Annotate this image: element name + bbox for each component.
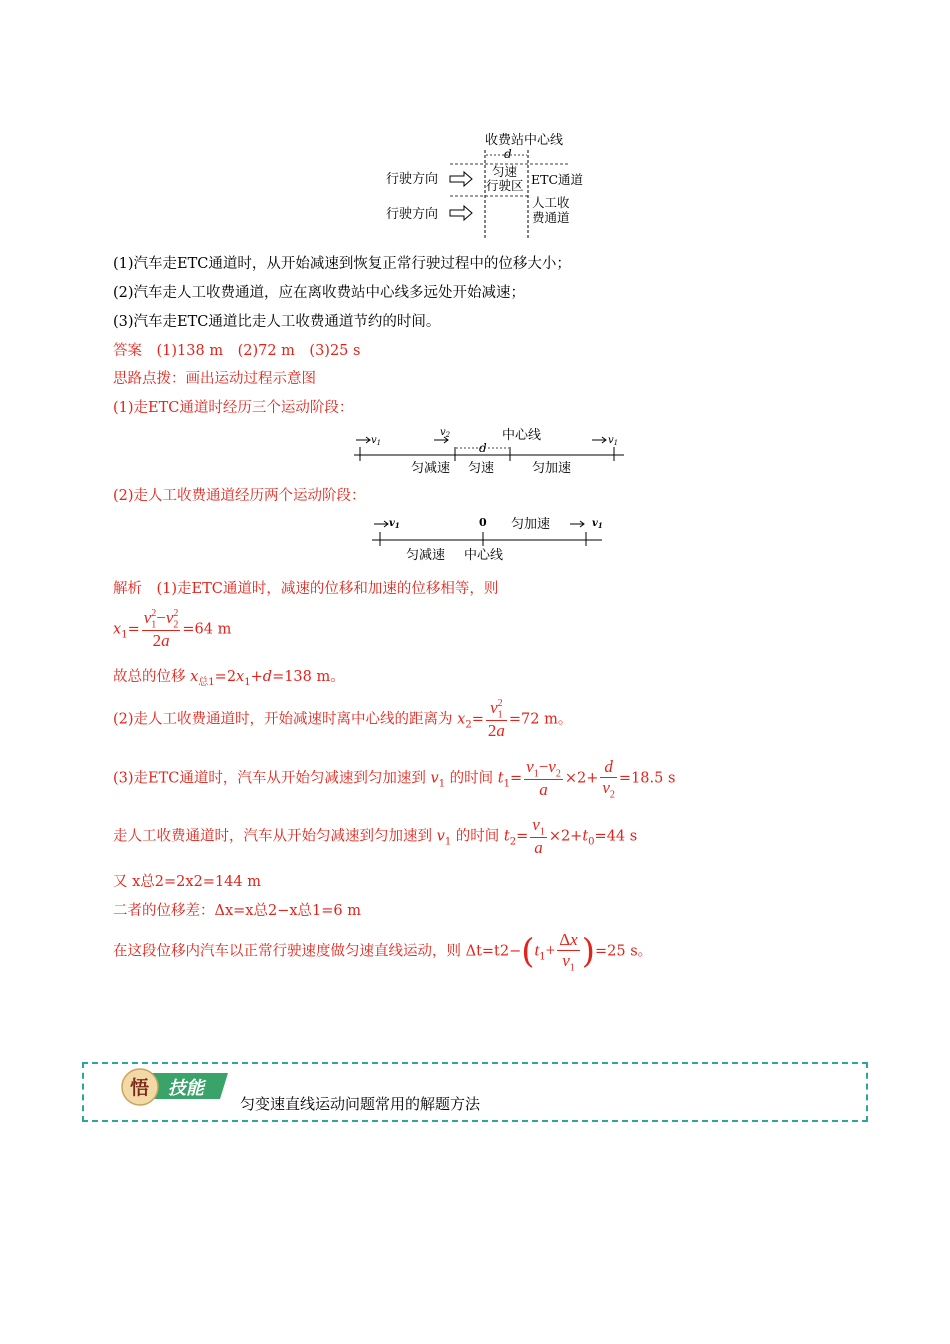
center-line-label: 收费站中心线 bbox=[485, 133, 564, 148]
center-label-3: 中心线 bbox=[464, 548, 504, 563]
accel-label-3: 匀加速 bbox=[511, 517, 551, 532]
v1-right: $v_1$ bbox=[608, 435, 619, 447]
etc-label: ETC通道 bbox=[531, 172, 584, 187]
manual-label-1: 人工收 bbox=[532, 195, 570, 210]
toll-station-diagram bbox=[380, 128, 610, 240]
row2-label: 行驶方向 bbox=[386, 207, 439, 222]
skill-title: 匀变速直线运动问题常用的解题方法 bbox=[240, 1095, 481, 1113]
etc-stage-diagram bbox=[350, 425, 630, 480]
part7-line: 在这段位移内汽车以正常行驶速度做匀速直线运动，则 $\Delta t=t2-(t_1+$ $\frac{\Delta x}{v_1}$ )=25 s。 bbox=[113, 930, 653, 974]
seg-decel: 匀减速 bbox=[411, 461, 451, 476]
d-label-2: d bbox=[479, 441, 487, 455]
manual-label-2: 费通道 bbox=[532, 210, 570, 225]
question-2: (2)汽车走人工收费通道，应在离收费站中心线多远处开始减速； bbox=[113, 285, 526, 301]
d-label: d bbox=[504, 147, 512, 161]
question-1: (1)汽车走ETC通道时，从开始减速到恢复正常行驶过程中的位移大小； bbox=[113, 256, 571, 272]
part6-line: 二者的位移差：Δx=x总2−x总1=6 m bbox=[113, 903, 361, 919]
v2-label: $v_2$ bbox=[440, 427, 451, 439]
row1-arrow-icon bbox=[450, 172, 472, 186]
manual-stage-diagram bbox=[368, 512, 608, 567]
v1-left-3: $v_1$ bbox=[389, 518, 400, 530]
badge-label: 技能 bbox=[168, 1078, 204, 1099]
row2-arrow-icon bbox=[450, 206, 472, 220]
row1-label: 行驶方向 bbox=[386, 172, 439, 187]
question-3: (3)汽车走ETC通道比走人工收费通道节约的时间。 bbox=[113, 314, 441, 330]
decel-label-3: 匀减速 bbox=[406, 548, 446, 563]
seg-accel: 匀加速 bbox=[532, 461, 572, 476]
x1-formula: $x_1=$ $\frac{v_1^2-v_2^2}{2a}$ =64 m bbox=[113, 608, 232, 651]
part5-line: 又 x总2=2x2=144 m bbox=[113, 874, 261, 890]
stage2-title: (2)走人工收费通道经历两个运动阶段： bbox=[113, 488, 366, 504]
v1-arrow-right-icon bbox=[570, 521, 584, 527]
zero-label: 0 bbox=[479, 516, 487, 529]
hint-line: 思路点拨：画出运动过程示意图 bbox=[113, 371, 316, 387]
badge-char: 悟 bbox=[130, 1077, 150, 1099]
v1-left: $v_1$ bbox=[371, 435, 382, 447]
answer-line: 答案 (1)138 m (2)72 m (3)25 s bbox=[113, 343, 361, 359]
part3-line: (3)走ETC通道时，汽车从开始匀减速到匀加速到 $v_1$ 的时间 $t_1=$ $\frac{v_1-v_2}{a}$ ×2+ $\frac{d}{v_2}$ =18.5 s bbox=[113, 757, 676, 801]
zone-label-1: 匀速 bbox=[492, 164, 518, 179]
zone-label-2: 行驶区 bbox=[486, 178, 524, 193]
v1-right-3: $v_1$ bbox=[592, 518, 603, 530]
v1-arrow-right-icon bbox=[592, 437, 606, 443]
stage1-title: (1)走ETC通道时经历三个运动阶段： bbox=[113, 400, 354, 416]
seg-uniform: 匀速 bbox=[468, 461, 495, 476]
v1-arrow-left-icon bbox=[356, 437, 370, 443]
v1-arrow-left-icon bbox=[374, 521, 388, 527]
part2-line: (2)走人工收费通道时，开始减速时离中心线的距离为 $x_2=$ $\frac{v_1^2}{2a}$ =72 m。 bbox=[113, 698, 573, 741]
analysis-intro: 解析 (1)走ETC通道时，减速的位移和加速的位移相等，则 bbox=[113, 581, 499, 597]
skill-badge bbox=[118, 1067, 238, 1109]
total1-line: 故总的位移 $x_{总1}=2x_1+d=138$ m。 bbox=[113, 669, 345, 688]
center-label-2: 中心线 bbox=[502, 428, 542, 443]
part4-line: 走人工收费通道时，汽车从开始匀减速到匀加速到 $v_1$ 的时间 $t_2=$ $\frac{v_1}{a}$ $\times 2+t_0=44$ s bbox=[113, 815, 638, 858]
